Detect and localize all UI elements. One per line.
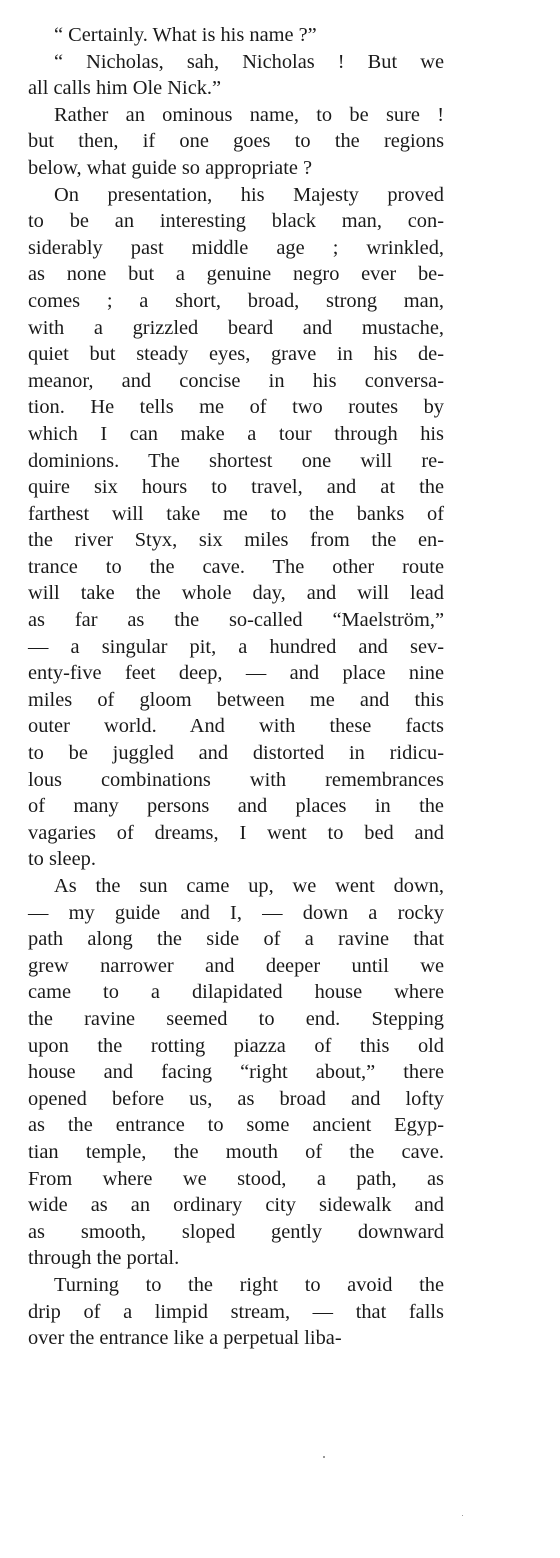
text-line: through the portal. (28, 1247, 180, 1270)
text-line: house and facing “right about,” there (28, 1061, 444, 1084)
text-line: the river Styx, six miles from the en- (28, 529, 444, 552)
paragraph (28, 1272, 444, 1352)
text-line: came to a dilapidated house where (28, 981, 444, 1004)
text-line: enty-five feet deep, — and place nine (28, 662, 444, 685)
text-line: below, what guide so appropriate ? (28, 156, 313, 179)
text-line: trance to the cave. The other route (28, 555, 444, 578)
text-line: over the entrance like a perpetual liba- (28, 1327, 342, 1350)
text-line: farthest will take me to the banks of (28, 502, 444, 525)
text-line: — my guide and I, — down a rocky (28, 901, 444, 924)
text-line: as far as the so-called “Maelström,” (28, 609, 444, 632)
text-line: outer world. And with these facts (28, 715, 444, 738)
print-speck (323, 1456, 325, 1458)
paragraph (28, 22, 444, 49)
text-line: upon the rotting piazza of this old (28, 1034, 444, 1057)
text-line: comes ; a short, broad, strong man, (28, 289, 444, 312)
text-line: meanor, and concise in his conversa- (28, 369, 444, 392)
text-line: Turning to the right to avoid the (54, 1273, 444, 1296)
text-line: wide as an ordinary city sidewalk and (28, 1194, 444, 1217)
text-line: As the sun came up, we went down, (54, 875, 444, 897)
text-line: tian temple, the mouth of the cave. (28, 1140, 444, 1163)
text-line: opened before us, as broad and lofty (28, 1087, 444, 1110)
paragraph (28, 182, 444, 873)
text-line: On presentation, his Majesty proved (54, 183, 444, 206)
text-line: as none but a genuine negro ever be- (28, 263, 444, 286)
print-speck (462, 1515, 463, 1516)
text-line: quire six hours to travel, and at the (28, 476, 444, 499)
text-line: grew narrower and deeper until we (28, 954, 444, 977)
text-line: “ Certainly. What is his name ?” (54, 24, 317, 46)
text-line: drip of a limpid stream, — that falls (28, 1300, 444, 1323)
text-line: to be an interesting black man, con- (28, 210, 444, 233)
text-line: siderably past middle age ; wrinkled, (28, 236, 444, 259)
text-line: miles of gloom between me and this (28, 688, 444, 711)
page-text (28, 22, 444, 1352)
paragraph (28, 102, 444, 182)
text-line: which I can make a tour through his (28, 422, 444, 445)
text-line: all calls him Ole Nick.” (28, 77, 222, 100)
text-line: of many persons and places in the (28, 795, 444, 818)
text-line: as smooth, sloped gently downward (28, 1220, 444, 1243)
text-line: Rather an ominous name, to be sure ! (54, 103, 444, 126)
text-line: will take the whole day, and will lead (28, 582, 444, 605)
text-line: vagaries of dreams, I went to bed and (28, 821, 444, 844)
text-line: quiet but steady eyes, grave in his de- (28, 343, 444, 366)
text-line: dominions. The shortest one will re- (28, 449, 444, 472)
text-line: “ Nicholas, sah, Nicholas ! But we (54, 50, 444, 73)
text-line: — a singular pit, a hundred and sev- (28, 635, 444, 658)
text-line: but then, if one goes to the regions (28, 130, 444, 153)
text-line: to be juggled and distorted in ridicu- (28, 742, 444, 765)
paragraph (28, 49, 444, 102)
text-line: to sleep. (28, 848, 96, 871)
text-line: path along the side of a ravine that (28, 928, 444, 951)
text-line: From where we stood, a path, as (28, 1167, 444, 1190)
text-line: tion. He tells me of two routes by (28, 396, 444, 419)
text-line: with a grizzled beard and mustache, (28, 316, 444, 339)
text-line: lous combinations with remembrances (28, 768, 444, 791)
text-line: as the entrance to some ancient Egyp- (28, 1114, 444, 1137)
paragraph (28, 873, 444, 1272)
text-line: the ravine seemed to end. Stepping (28, 1007, 444, 1030)
